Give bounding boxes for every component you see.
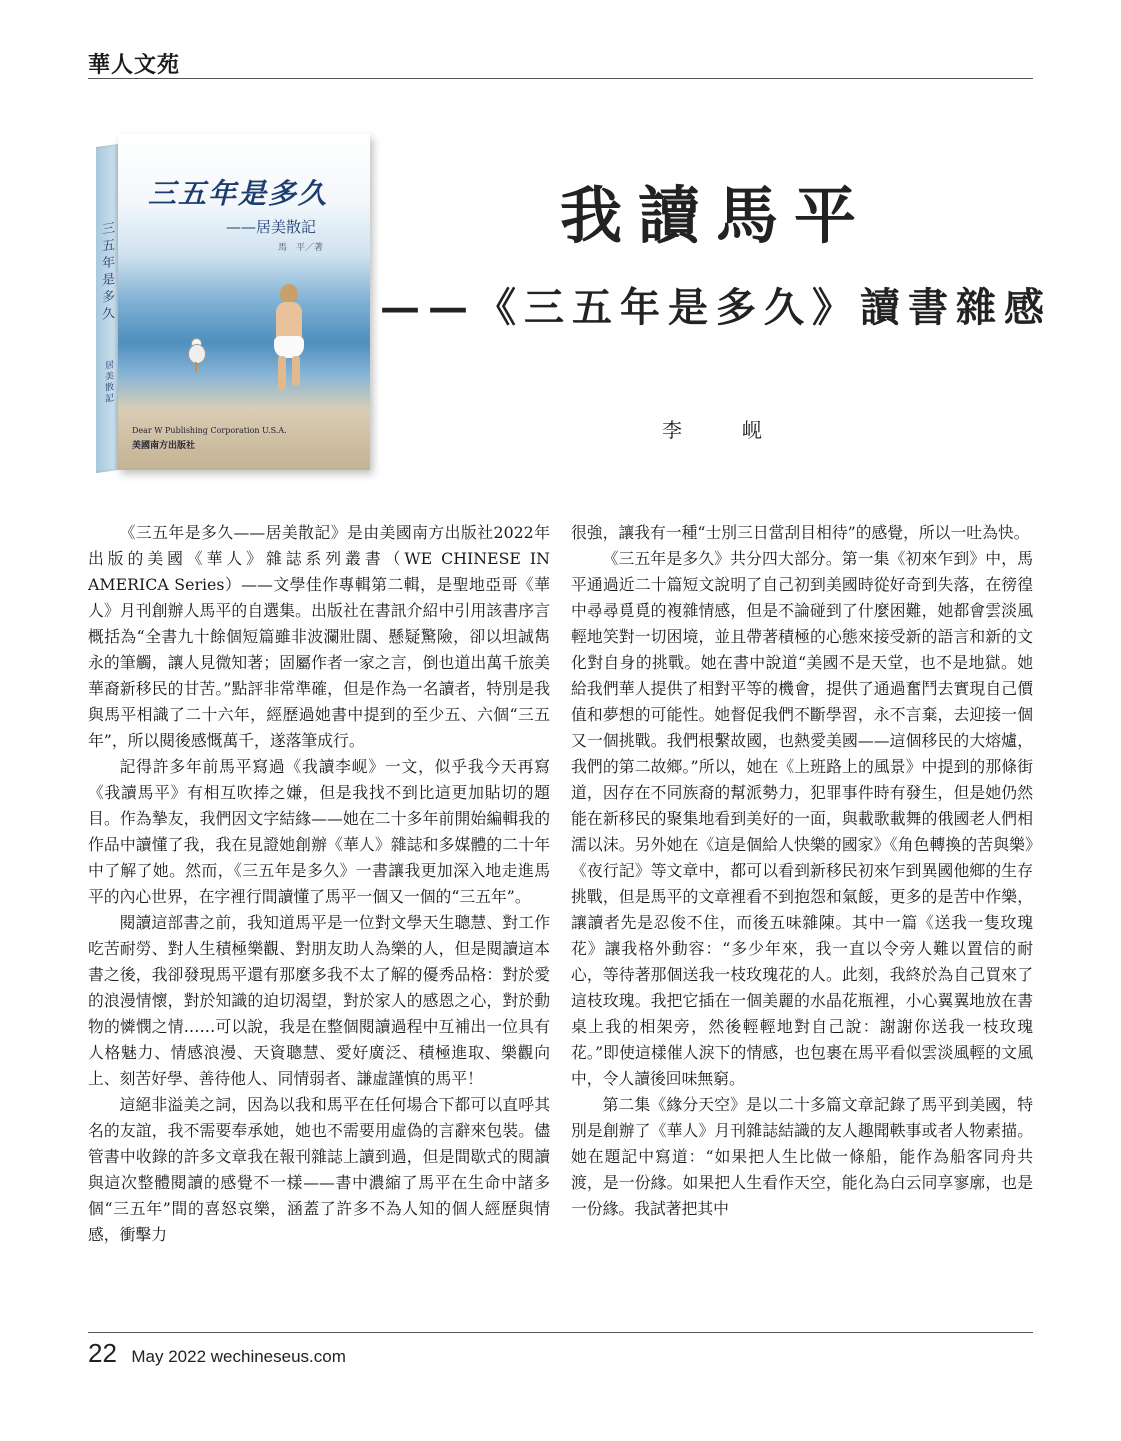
article-subtitle: ——《三五年是多久》讀書雜感: [380, 284, 1052, 331]
bottom-rule: [88, 1332, 1033, 1333]
paragraph: 很強，讓我有一種“士別三日當刮目相待”的感覺，所以一吐為快。: [571, 523, 1030, 542]
section-label: 華人文苑: [88, 52, 181, 78]
article-title: 我讀馬平: [560, 179, 873, 252]
paragraph: 第二集《緣分天空》是以二十多篇文章記錄了馬平到美國，特別是創辦了《華人》月刊雜誌結識的友人趣聞軼事或者人物素描。她在題記中寫道：“如果把人生比做一條船，能作為船客同舟共渡，是一份緣。如果把人生看作天空，能化為白云同享寥廓，也是一份緣。我試著把其中: [571, 1095, 1033, 1218]
footer-text: May 2022 wechineseus.com: [131, 1347, 346, 1366]
child-figure: [268, 284, 310, 394]
paragraph: 這絕非溢美之詞，因為以我和馬平在任何場合下都可以直呼其名的友誼，我不需要奉承她，她也不需要用虛偽的言辭來包裝。儘管書中收錄的許多文章我在報刊雜誌上讀到過，但是間歇式的閱讀與這次整體閱讀的感覺不一樣——書中濃縮了馬平在生命中諸多個“三五年”間的喜怒哀樂，涵蓋了許多不為人知的個人經歷與情感，衝擊力: [88, 1095, 550, 1244]
top-rule: [88, 78, 1033, 79]
paragraph: 閱讀這部書之前，我知道馬平是一位對文學天生聰慧、對工作吃苦耐勞、對人生積極樂觀、對朋友助人為樂的人，但是閱讀這本書之後，我卻發現馬平還有那麼多我不太了解的優秀品格：對於愛的浪漫情懷，對於知識的迫切渴望，對於家人的感恩之心，對於動物的憐憫之情……可以說，我是在整個閱讀過程中互補出一位具有人格魅力、情感浪漫、天資聰慧、愛好廣泛、積極進取、樂觀向上、刻苦好學、善待他人、同情弱者、謙虛謹慎的馬平！: [88, 913, 550, 1088]
page-number: 22: [88, 1338, 117, 1368]
cover-author: 馬 平／著: [278, 243, 324, 253]
cover-subtitle: ——居美散記: [226, 218, 317, 236]
seagull-figure: [186, 338, 206, 372]
paragraph: 記得許多年前馬平寫過《我讀李岘》一文，似乎我今天再寫《我讀馬平》有相互吹捧之嫌，但是我找不到比這更加貼切的題目。作為摯友，我們因文字結緣——她在二十多年前開始編輯我的作品中讀懂了我，我在見證她創辦《華人》雜誌和多媒體的二十年中了解了她。然而，《三五年是多久》一書讓我更加深入地走進馬平的內心世界，在字裡行間讀懂了馬平一個又一個的“三五年”。: [88, 757, 550, 906]
publisher-en: Dear W Publishing Corporation U.S.A.: [132, 426, 287, 435]
spine-title: 三五年是多久: [99, 220, 114, 325]
book-cover-image: [96, 134, 370, 484]
cover-title: 三五年是多久: [148, 177, 329, 210]
paragraph: 《三五年是多久》共分四大部分。第一集《初來乍到》中，馬平通過近二十篇短文說明了自己初到美國時從好奇到失落，在徬徨中尋尋覓覓的複雜情感，但是不論碰到了什麼困難，她都會雲淡風輕地笑對一切困境，並且帶著積極的心態來接受新的語言和新的文化對自身的挑戰。她在書中說道“美國不是天堂，也不是地獄。她給我們華人提供了相對平等的機會，提供了通過奮鬥去實現自己價值和夢想的可能性。她督促我們不斷學習，永不言棄，去迎接一個又一個挑戰。我們根繫故國，也熱愛美國——這個移民的大熔爐，我們的第二故鄉。”所以，她在《上班路上的風景》中提到的那條街道，因存在不同族裔的幫派勢力，犯罪事件時有發生，但是她仍然能在新移民的聚集地看到美好的一面，與載歌載舞的俄國老人們相濡以沫。另外她在《這是個給人快樂的國家》《角色轉換的苦與樂》《夜行記》等文章中，都可以看到新移民初來乍到異國他鄉的生存挑戰，但是馬平的文章裡看不到抱怨和氣餒，更多的是苦中作樂，讓讀者先是忍俊不住，而後五味雜陳。其中一篇《送我一隻玫瑰花》讓我格外動容：“多少年來，我一直以令旁人難以置信的耐心，等待著那個送我一枝玫瑰花的人。此刻，我終於為自己買來了這枝玫瑰。我把它插在一個美麗的水晶花瓶裡，小心翼翼地放在書桌上我的相架旁，然後輕輕地對自己說：謝謝你送我一枝玫瑰花。”即使這樣催人淚下的情感，也包裹在馬平看似雲淡風輕的文風中，令人讀後回味無窮。: [571, 549, 1033, 1088]
book-front: [118, 134, 370, 470]
body-column-left: [88, 520, 550, 1248]
publisher-cn: 美國南方出版社: [132, 441, 196, 451]
spine-subtitle: 居美散記: [103, 359, 113, 406]
article-author: 李 岘: [662, 418, 782, 442]
body-column-right: [571, 520, 1033, 1222]
paragraph: 《三五年是多久——居美散記》是由美國南方出版社2022年出版的美國《華人》雜誌系列叢書（WE CHINESE IN AMERICA Series）——文學佳作專輯第二輯，是聖地亞哥《華人》月刊創辦人馬平的自選集。出版社在書訊介紹中引用該書序言概括為“全書九十餘個短篇雖非波瀾壯闊、懸疑驚險，卻以坦誠雋永的筆觸，讓人見微知著；固屬作者一家之言，倒也道出萬千旅美華裔新移民的甘苦。”點評非常準確，但是作為一名讀者，特別是我與馬平相識了二十六年，經歷過她書中提到的至少五、六個“三五年”，所以閱後感慨萬千，遂落筆成行。: [88, 523, 550, 750]
page-footer: [88, 1338, 346, 1369]
book-spine: [96, 144, 118, 473]
